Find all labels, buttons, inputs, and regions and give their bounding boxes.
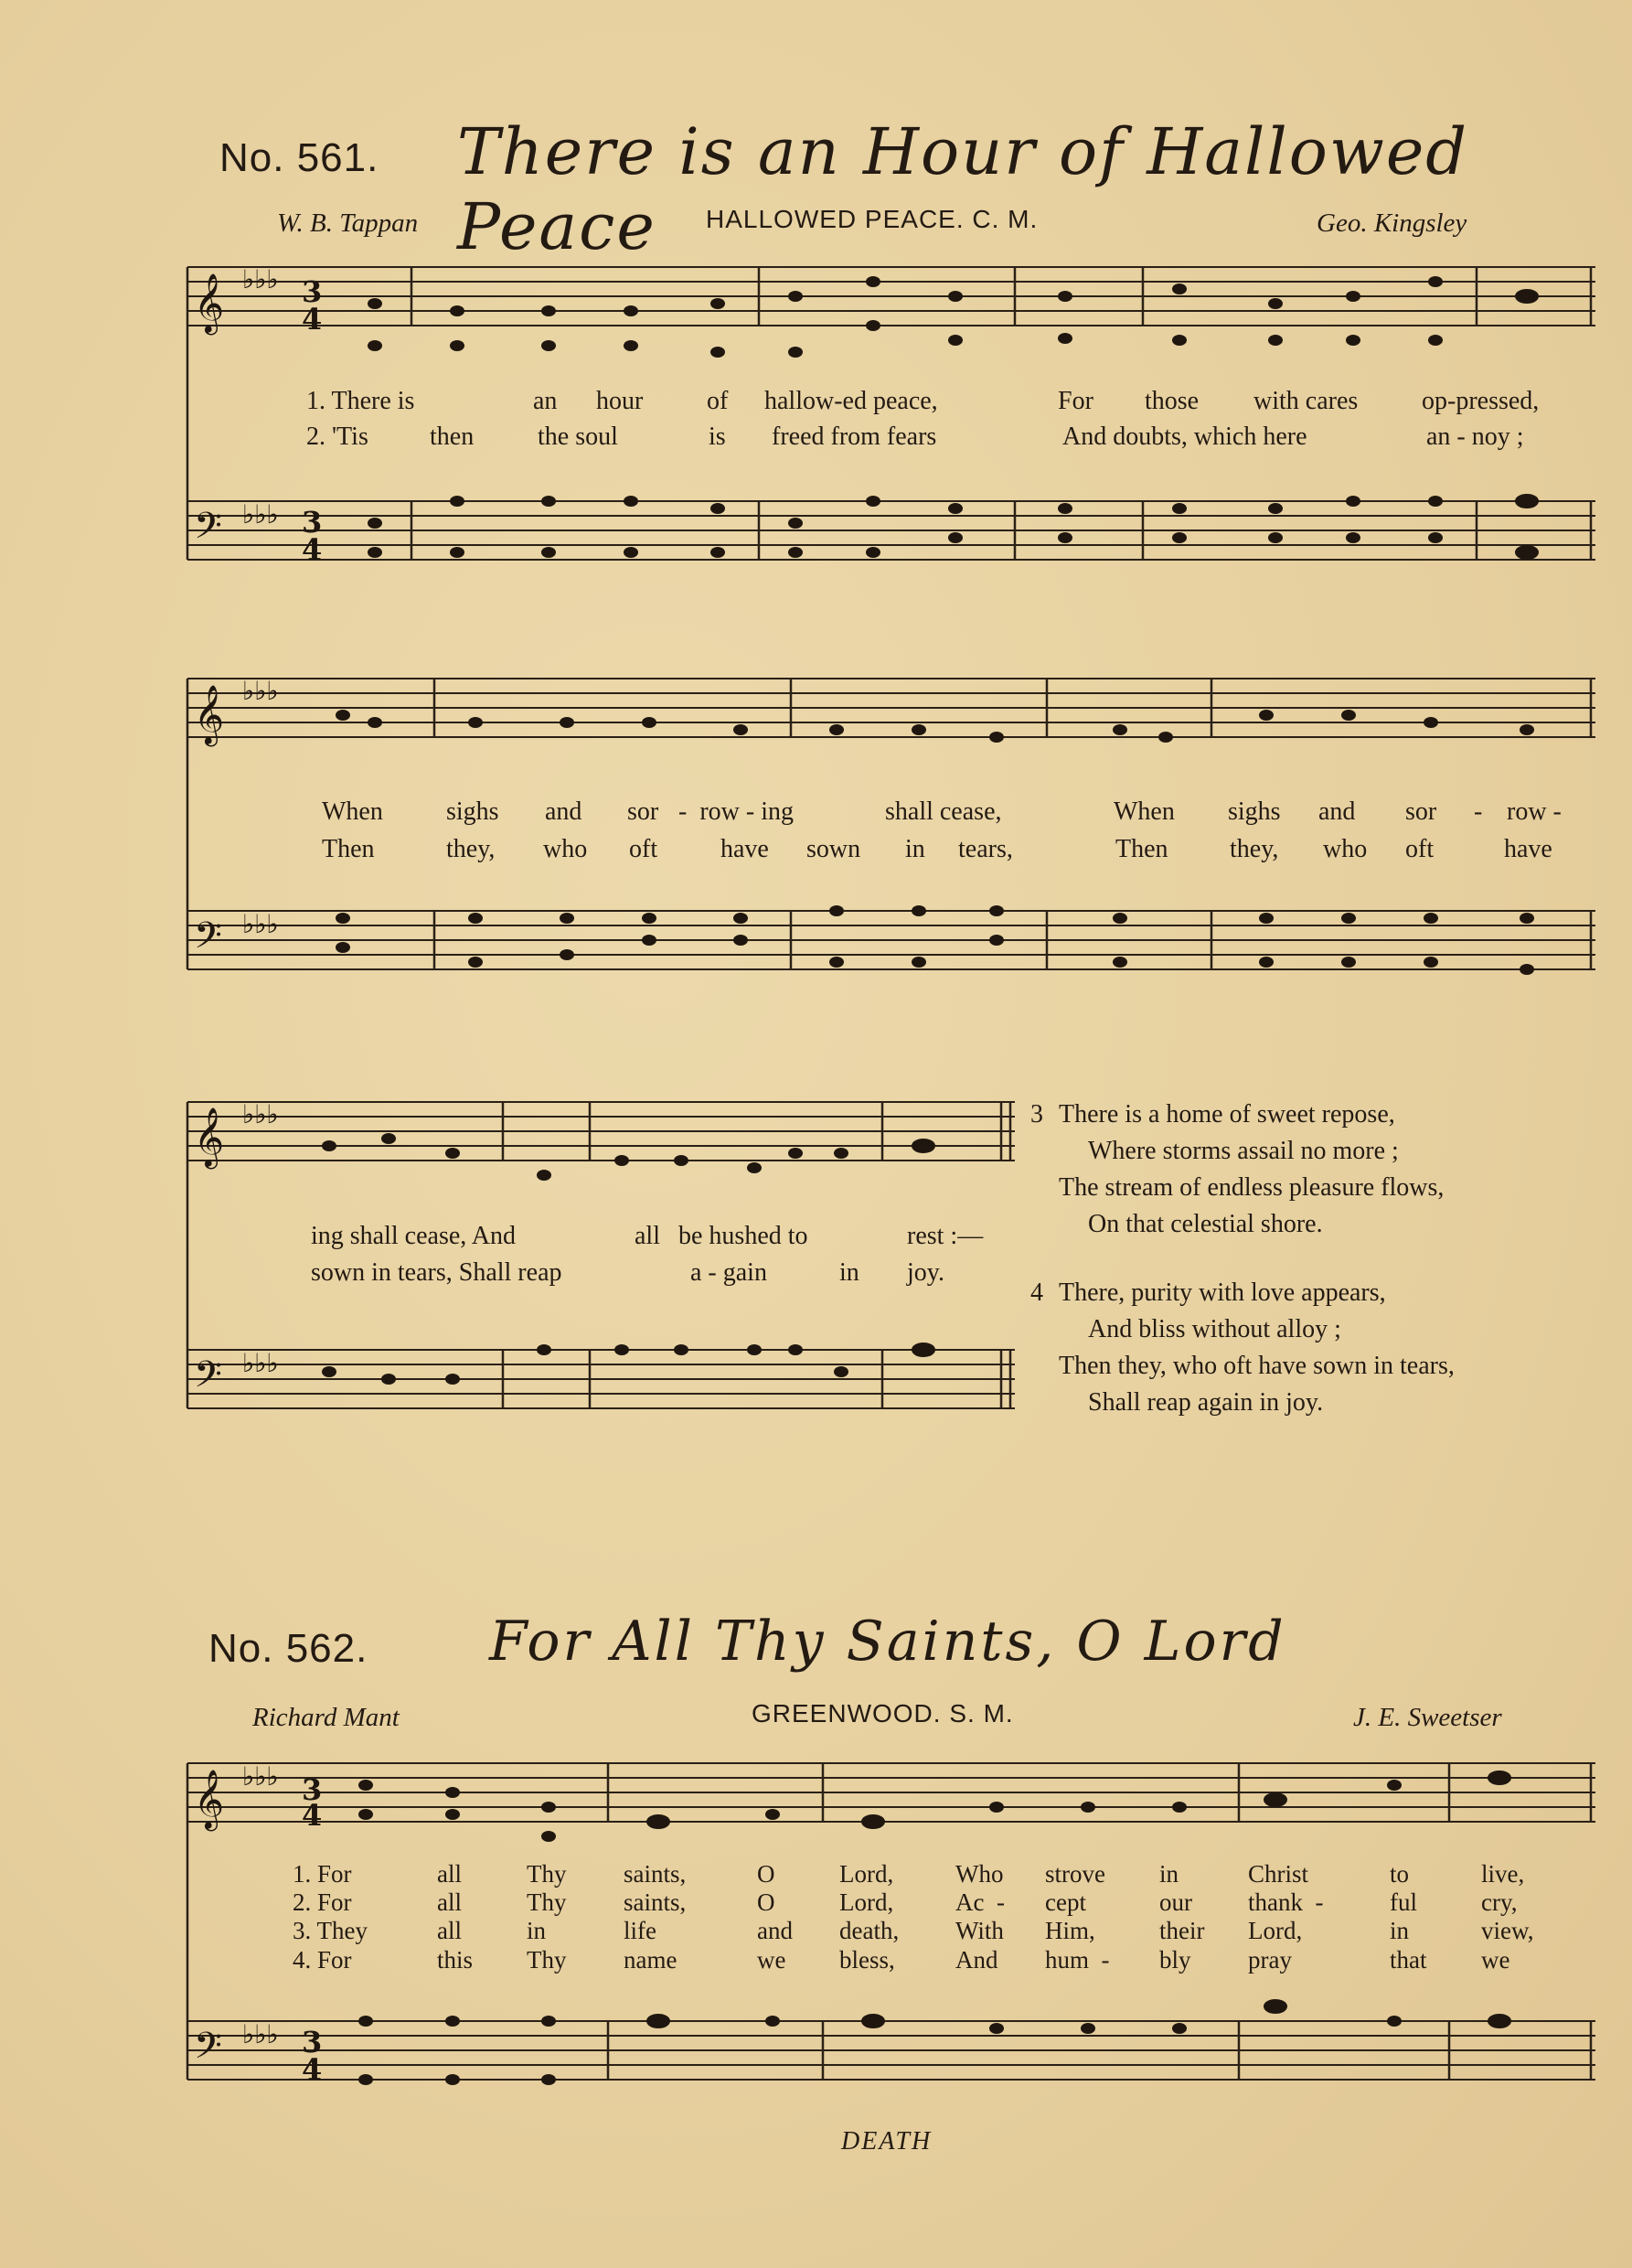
- lyric-562-verse-2-word-8: cept: [1045, 1888, 1086, 1916]
- svg-text:♭♭♭: ♭♭♭: [242, 1348, 279, 1378]
- lyric-561-2a-5: shall cease,: [885, 797, 1002, 826]
- svg-text:3: 3: [302, 2025, 323, 2059]
- hymn-561-tune: HALLOWED PEACE. C. M.: [706, 205, 1039, 233]
- svg-text:4: 4: [302, 532, 323, 567]
- lyric-561-2a-7: sighs: [1228, 797, 1281, 826]
- hymn-561-author: W. B. Tappan: [277, 209, 419, 238]
- lyric-562-verse-2-word-3: Thy: [527, 1888, 567, 1916]
- svg-text:4: 4: [302, 1798, 323, 1833]
- staff-561-1-treble: [187, 267, 1595, 326]
- lyric-562-verse-1-word-3: Thy: [527, 1860, 567, 1888]
- lyric-562-verse-4-word-8: hum -: [1045, 1946, 1110, 1974]
- lyric-561-2b-1: they,: [446, 835, 496, 863]
- lyric-562-verse-1-word-9: in: [1159, 1860, 1179, 1888]
- lyric-561-2a-2: and: [545, 797, 582, 826]
- lyric-561-2b-11: oft: [1405, 835, 1435, 863]
- catchword-footer: DEATH: [841, 2127, 933, 2156]
- svg-text:𝄢: 𝄢: [194, 2025, 222, 2076]
- staff-562-bass: [187, 2021, 1595, 2080]
- lyric-562-verse-3-word-5: and: [757, 1917, 793, 1944]
- verse-3-line-4: On that celestial shore.: [1088, 1210, 1323, 1238]
- lyric-561-2b-12: have: [1504, 835, 1552, 863]
- lyric-562-verse-3-word-12: view,: [1481, 1917, 1534, 1944]
- lyric-562-verse-2-word-11: ful: [1390, 1888, 1417, 1916]
- lyric-562-verse-2-word-7: Ac -: [955, 1888, 1005, 1916]
- lyric-562-verse-1-word-10: Christ: [1248, 1860, 1309, 1888]
- lyric-562-verse-4-word-3: Thy: [527, 1946, 567, 1974]
- hymn-561-number: No. 561.: [219, 135, 379, 180]
- lyric-562-verse-2-word-12: cry,: [1481, 1888, 1518, 1916]
- hymn-562-composer: J. E. Sweetser: [1353, 1703, 1502, 1732]
- hymn-562-tune: GREENWOOD. S. M.: [752, 1699, 1014, 1728]
- lyric-562-verse-3-word-4: life: [624, 1917, 656, 1944]
- lyric-562-verse-3-word-7: With: [955, 1917, 1004, 1944]
- lyric-561-1a-4: hallow-ed peace,: [764, 387, 938, 415]
- lyric-561-1a-7: with cares: [1253, 387, 1359, 415]
- lyric-562-verse-2-word-4: saints,: [624, 1888, 687, 1916]
- lyric-561-1b-0: 2. 'Tis: [306, 423, 368, 451]
- lyric-562-verse-2-word-5: O: [757, 1888, 775, 1916]
- lyric-561-2b-10: who: [1323, 835, 1368, 863]
- lyric-561-1a-8: op-pressed,: [1422, 387, 1540, 415]
- lyric-562-verse-3-word-6: death,: [839, 1917, 900, 1944]
- staff-562-treble: [187, 1763, 1595, 1822]
- lyric-561-1a-0: 1. There is: [306, 387, 415, 415]
- lyric-561-3a-0: ing shall cease, And: [311, 1222, 516, 1250]
- svg-text:♭♭♭: ♭♭♭: [242, 1099, 279, 1129]
- svg-text:♭♭♭: ♭♭♭: [242, 676, 279, 706]
- lyric-561-3b-3: joy.: [907, 1258, 944, 1287]
- lyric-561-1a-3: of: [707, 387, 729, 415]
- lyric-561-3b-0: sown in tears, Shall reap: [311, 1258, 562, 1287]
- lyric-561-3a-2: be hushed to: [678, 1222, 808, 1250]
- svg-text:𝄞: 𝄞: [194, 273, 225, 333]
- staff-561-3-treble: [187, 1102, 1015, 1161]
- staff-561-2-bass: [187, 911, 1595, 969]
- lyric-561-2a-9: sor: [1405, 797, 1437, 826]
- svg-text:4: 4: [302, 302, 323, 337]
- lyric-561-3a-1: all: [635, 1222, 660, 1250]
- lyric-562-verse-3-word-8: Him,: [1045, 1917, 1095, 1944]
- lyric-562-verse-3-word-10: Lord,: [1248, 1917, 1303, 1944]
- svg-text:𝄞: 𝄞: [194, 685, 225, 744]
- lyric-561-2a-4: - row - ing: [678, 797, 794, 826]
- lyric-562-verse-2-word-2: all: [437, 1888, 462, 1916]
- staff-561-1-bass: [187, 501, 1595, 560]
- svg-text:𝄞: 𝄞: [194, 1107, 225, 1167]
- lyric-561-2b-9: they,: [1230, 835, 1279, 863]
- svg-text:3: 3: [302, 1772, 323, 1807]
- lyric-561-1a-5: For: [1058, 387, 1093, 415]
- lyric-562-verse-1-word-7: Who: [955, 1860, 1004, 1888]
- lyric-561-2b-7: tears,: [958, 835, 1013, 863]
- lyric-562-verse-4-word-9: bly: [1159, 1946, 1191, 1974]
- lyric-562-verse-4-word-11: that: [1390, 1946, 1427, 1974]
- lyric-562-verse-4-word-4: name: [624, 1946, 677, 1974]
- svg-text:4: 4: [302, 2052, 323, 2087]
- svg-text:𝄞: 𝄞: [194, 1770, 225, 1829]
- lyric-561-1a-2: hour: [596, 387, 644, 415]
- lyric-562-verse-1-word-6: Lord,: [839, 1860, 894, 1888]
- lyric-561-1a-1: an: [533, 387, 558, 415]
- lyric-561-2b-4: have: [720, 835, 769, 863]
- svg-text:♭♭♭: ♭♭♭: [242, 1761, 279, 1792]
- lyric-562-verse-2-word-6: Lord,: [839, 1888, 894, 1916]
- lyric-562-verse-1-word-8: strove: [1045, 1860, 1105, 1888]
- lyric-562-verse-4-word-10: pray: [1248, 1946, 1292, 1974]
- lyric-562-verse-2-word-10: thank -: [1248, 1888, 1324, 1916]
- lyric-562-verse-1-word-2: all: [437, 1860, 462, 1888]
- lyric-561-2a-1: sighs: [446, 797, 499, 826]
- verse-4-line-4: Shall reap again in joy.: [1088, 1388, 1324, 1417]
- lyric-562-verse-3-word-9: their: [1159, 1917, 1205, 1944]
- lyric-561-1b-3: is: [709, 423, 726, 451]
- lyric-562-verse-4-word-5: we: [757, 1946, 786, 1974]
- lyric-561-2b-2: who: [543, 835, 588, 863]
- hymn-561-composer: Geo. Kingsley: [1317, 209, 1467, 238]
- lyric-561-1b-4: freed from fears: [772, 423, 937, 451]
- svg-text:♭♭♭: ♭♭♭: [242, 499, 279, 530]
- verse-4-line-1: There, purity with love appears,: [1059, 1278, 1386, 1307]
- lyric-561-2b-6: in: [905, 835, 925, 863]
- lyric-561-2b-3: oft: [629, 835, 658, 863]
- lyric-562-verse-4-word-7: And: [955, 1946, 998, 1974]
- lyric-562-verse-3-word-1: 3. They: [293, 1917, 368, 1944]
- svg-text:3: 3: [302, 274, 323, 309]
- hymn-561-title: There is an Hour of Hallowed Peace: [457, 114, 1469, 264]
- lyric-561-1b-1: then: [430, 423, 475, 451]
- verse-3-line-3: The stream of endless pleasure flows,: [1059, 1173, 1445, 1202]
- lyric-561-2a-11: row -: [1507, 797, 1562, 826]
- lyric-561-3b-2: in: [839, 1258, 859, 1287]
- barlines-562: [608, 1763, 1591, 2080]
- lyric-562-verse-3-word-3: in: [527, 1917, 547, 1944]
- lyric-561-2a-8: and: [1318, 797, 1356, 826]
- hymn-562-number: No. 562.: [208, 1626, 368, 1671]
- lyric-562-verse-1-word-11: to: [1390, 1860, 1410, 1888]
- lyric-562-verse-4-word-1: 4. For: [293, 1946, 352, 1974]
- hymn-562-title: For All Thy Saints, O Lord: [489, 1610, 1286, 1674]
- verse-3-line-2: Where storms assail no more ;: [1088, 1137, 1399, 1165]
- verse-4-line-2: And bliss without alloy ;: [1088, 1315, 1341, 1343]
- svg-text:♭♭♭: ♭♭♭: [242, 909, 279, 939]
- lyric-561-1a-6: those: [1145, 387, 1200, 415]
- lyric-562-verse-4-word-6: bless,: [839, 1946, 895, 1974]
- lyric-561-2a-0: When: [322, 797, 383, 826]
- lyric-562-verse-3-word-11: in: [1390, 1917, 1410, 1944]
- svg-text:♭♭♭: ♭♭♭: [242, 2019, 279, 2049]
- lyric-561-3a-3: rest :—: [907, 1222, 984, 1250]
- lyric-561-2a-6: When: [1114, 797, 1175, 826]
- lyric-562-verse-2-word-1: 2. For: [293, 1888, 352, 1916]
- lyric-562-verse-1-word-5: O: [757, 1860, 775, 1888]
- lyric-561-2a-3: sor: [627, 797, 659, 826]
- lyric-561-2b-0: Then: [322, 835, 375, 863]
- lyric-561-1b-6: an - noy ;: [1426, 423, 1524, 451]
- lyric-562-verse-4-word-2: this: [437, 1946, 474, 1974]
- staff-561-3-bass: [187, 1350, 1015, 1408]
- verse-3-number: 3: [1030, 1100, 1043, 1129]
- staff-561-2-treble: [187, 679, 1595, 737]
- svg-text:𝄢: 𝄢: [194, 915, 222, 966]
- lyric-561-2a-10: -: [1474, 797, 1483, 826]
- lyric-562-verse-3-word-2: all: [437, 1917, 462, 1944]
- svg-text:♭♭♭: ♭♭♭: [242, 264, 279, 294]
- svg-text:𝄢: 𝄢: [194, 505, 222, 556]
- lyric-562-verse-2-word-9: our: [1159, 1888, 1192, 1916]
- lyric-562-verse-4-word-12: we: [1481, 1946, 1510, 1974]
- lyric-562-verse-1-word-12: live,: [1481, 1860, 1525, 1888]
- lyric-561-2b-8: Then: [1115, 835, 1168, 863]
- lyric-561-2b-5: sown: [806, 835, 861, 863]
- lyric-562-verse-1-word-4: saints,: [624, 1860, 687, 1888]
- hymn-562-author: Richard Mant: [252, 1703, 400, 1732]
- lyric-562-verse-1-word-1: 1. For: [293, 1860, 352, 1888]
- svg-text:3: 3: [302, 505, 323, 540]
- lyric-561-1b-2: the soul: [538, 423, 618, 451]
- svg-text:𝄢: 𝄢: [194, 1353, 222, 1405]
- verse-4-number: 4: [1030, 1278, 1043, 1307]
- verse-3-line-1: There is a home of sweet repose,: [1059, 1100, 1395, 1129]
- lyric-561-3b-1: a - gain: [690, 1258, 767, 1287]
- verse-4-line-3: Then they, who oft have sown in tears,: [1059, 1352, 1455, 1380]
- lyric-561-1b-5: And doubts, which here: [1062, 423, 1307, 451]
